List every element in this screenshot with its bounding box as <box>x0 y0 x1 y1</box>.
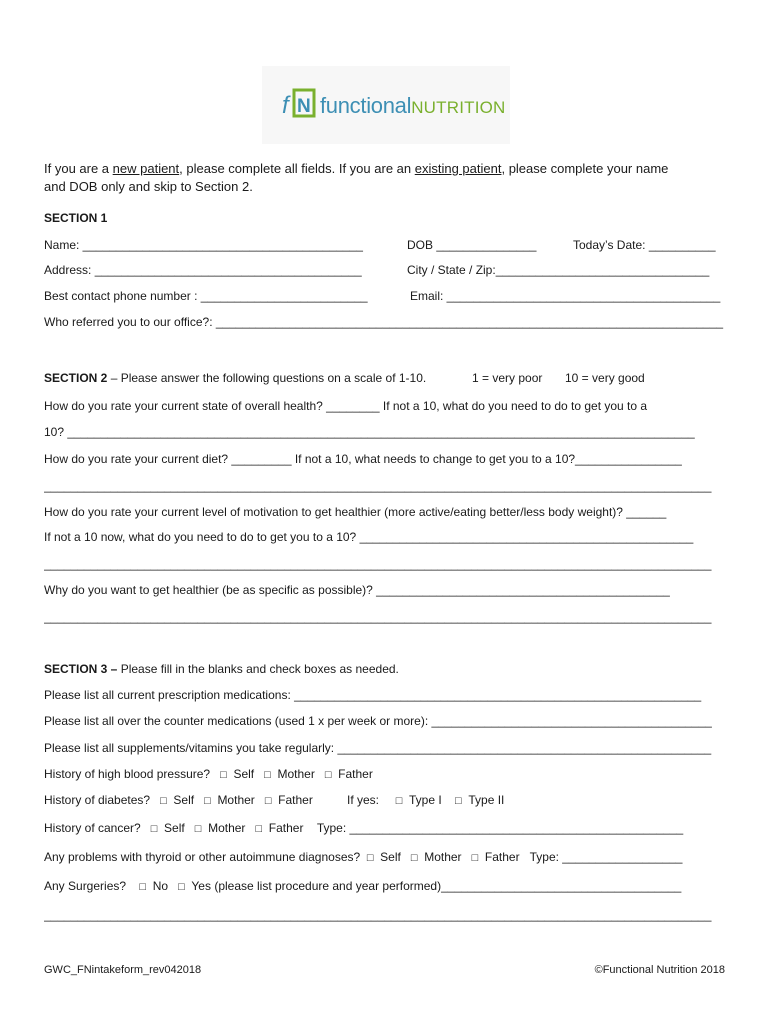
cancer-self-checkbox[interactable]: □ <box>150 823 158 835</box>
dob-field[interactable]: DOB _______________ <box>407 238 537 252</box>
intro-line-2: and DOB only and skip to Section 2. <box>44 179 253 194</box>
section-2-heading: SECTION 2 – Please answer the following questions on a scale of 1-10. <box>44 371 427 385</box>
surgeries-detail-field[interactable]: Yes (please list procedure and year performed)____________________________________ <box>191 879 682 893</box>
overall-health-answer-line[interactable]: 10? ______________________________________________________________________________________________ <box>44 425 695 439</box>
surgeries-row: Any Surgeries? □ No □ Yes (please list procedure and year performed)____________________________________ <box>44 879 682 893</box>
type-2-checkbox[interactable]: □ <box>455 795 462 807</box>
surgeries-no-checkbox[interactable]: □ <box>139 881 147 893</box>
diet-answer-line[interactable]: ____________________________________________________________________________________________________ <box>44 479 712 493</box>
thyroid-row: Any problems with thyroid or other autoimmune diagnoses? □ Self □ Mother □ Father Type: __________________ <box>44 850 683 864</box>
diabetes-type-row: If yes: □ Type I □ Type II <box>347 793 505 807</box>
address-field[interactable]: Address: ________________________________________ <box>44 263 362 277</box>
motivation-followup-question[interactable]: If not a 10 now, what do you need to do to get you to a 10? __________________________________________________ <box>44 530 694 544</box>
fn-logo-icon <box>280 86 316 120</box>
surgeries-yes-checkbox[interactable]: □ <box>178 881 185 893</box>
thyroid-self-checkbox[interactable]: □ <box>366 852 374 864</box>
email-field[interactable]: Email: _________________________________________ <box>410 289 721 303</box>
logo-wordmark: functionalNUTRITION <box>320 93 506 118</box>
diet-question[interactable]: How do you rate your current diet? _________ If not a 10, what needs to change to get you to a 10?________________ <box>44 452 682 466</box>
svg-text:N: N <box>297 96 311 117</box>
overall-health-question[interactable]: How do you rate your current state of overall health? ________ If not a 10, what do you need to do to get you to a <box>44 399 648 413</box>
diabetes-mother-checkbox[interactable]: □ <box>204 795 211 807</box>
intro-line-1: If you are a new patient, please complete all fields. If you are an existing patient, please complete your name <box>44 161 669 176</box>
todays-date-field[interactable]: Today’s Date: __________ <box>573 238 716 252</box>
existing-patient-text: existing patient <box>414 161 502 176</box>
thyroid-father-checkbox[interactable]: □ <box>471 852 479 864</box>
diabetes-father-checkbox[interactable]: □ <box>264 795 272 807</box>
why-healthier-question[interactable]: Why do you want to get healthier (be as specific as possible)? ____________________________________________ <box>44 583 670 597</box>
scale-low-label: 1 = very poor <box>472 371 543 385</box>
section-3-heading: SECTION 3 – Please fill in the blanks and check boxes as needed. <box>44 662 399 676</box>
scale-high-label: 10 = very good <box>565 371 645 385</box>
diabetes-self-checkbox[interactable]: □ <box>160 795 167 807</box>
form-revision-label: GWC_FNintakeform_rev042018 <box>44 964 202 976</box>
cancer-mother-checkbox[interactable]: □ <box>194 823 202 835</box>
supplements-field[interactable]: Please list all supplements/vitamins you take regularly: ________________________________________________________ <box>44 741 712 755</box>
bp-mother-checkbox[interactable]: □ <box>264 769 271 781</box>
cancer-row: History of cancer? □ Self □ Mother □ Father Type: __________________________________________________ <box>44 821 684 835</box>
section-1-heading: SECTION 1 <box>44 211 108 225</box>
copyright-label: ©Functional Nutrition 2018 <box>594 964 725 976</box>
otc-medications-field[interactable]: Please list all over the counter medications (used 1 x per week or more): __________________________________________ <box>44 714 712 728</box>
bp-father-checkbox[interactable]: □ <box>324 769 332 781</box>
why-healthier-answer-line[interactable]: ____________________________________________________________________________________________________ <box>44 610 712 624</box>
motivation-answer-line[interactable]: ____________________________________________________________________________________________________ <box>44 557 712 571</box>
surgeries-answer-line[interactable]: ____________________________________________________________________________________________________ <box>44 908 712 922</box>
city-state-zip-field[interactable]: City / State / Zip:________________________________ <box>407 263 710 277</box>
phone-field[interactable]: Best contact phone number : _________________________ <box>44 289 368 303</box>
type-1-checkbox[interactable]: □ <box>395 795 403 807</box>
blood-pressure-row: History of high blood pressure? □ Self □ Mother □ Father <box>44 767 373 781</box>
functional-nutrition-logo <box>262 66 510 144</box>
diabetes-row: History of diabetes? □ Self □ Mother □ Father <box>44 793 313 807</box>
prescription-medications-field[interactable]: Please list all current prescription medications: _____________________________________________________________ <box>44 688 702 702</box>
cancer-type-field[interactable]: Type: __________________________________________________ <box>316 821 684 835</box>
bp-self-checkbox[interactable]: □ <box>220 769 227 781</box>
new-patient-text: new patient <box>112 161 180 176</box>
cancer-father-checkbox[interactable]: □ <box>255 823 263 835</box>
motivation-question[interactable]: How do you rate your current level of motivation to get healthier (more active/eating better/less body weight)? ______ <box>44 505 667 519</box>
thyroid-mother-checkbox[interactable]: □ <box>410 852 418 864</box>
name-field[interactable]: Name: __________________________________________ <box>44 238 363 252</box>
thyroid-type-field[interactable]: Type: __________________ <box>529 850 683 864</box>
referred-by-field[interactable]: Who referred you to our office?: ____________________________________________________________________________ <box>44 315 724 329</box>
svg-text:f: f <box>282 92 289 119</box>
